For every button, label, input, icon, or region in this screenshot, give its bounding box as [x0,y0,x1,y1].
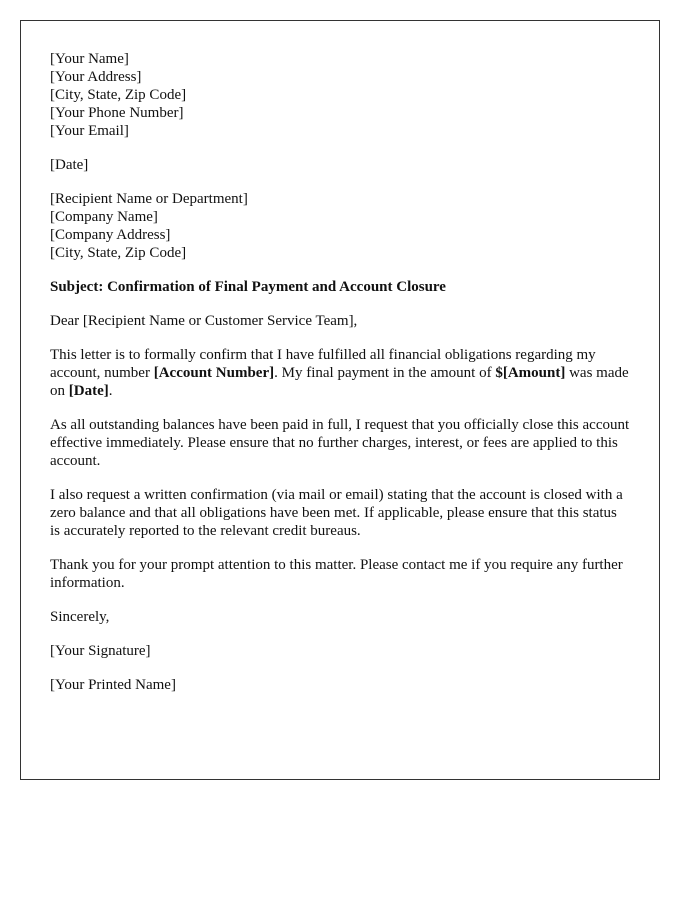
sender-city-state-zip: [City, State, Zip Code] [50,87,187,103]
sender-phone: [Your Phone Number] [50,105,184,121]
recipient-block [50,190,630,262]
recipient-city-state-zip: [City, State, Zip Code] [50,245,187,261]
recipient-company: [Company Name] [50,209,158,225]
recipient-name: [Recipient Name or Department] [50,191,248,207]
sender-name: [Your Name] [50,51,129,67]
printed-name: [Your Printed Name] [50,677,176,693]
sender-block [50,50,630,140]
body-paragraph-1 [50,346,630,400]
signature-placeholder: [Your Signature] [50,643,151,659]
salutation: Dear [Recipient Name or Customer Service Team], [50,313,358,329]
account-number: [Account Number] [153,365,275,381]
letter-page [20,20,660,780]
recipient-address: [Company Address] [50,227,171,243]
subject-text: Subject: Confirmation of Final Payment and Account Closure [50,279,446,295]
p1-text-d: . [108,383,113,399]
payment-date: [Date] [68,383,109,399]
p1-text-c: was made on [50,365,629,399]
letter-date: [Date] [50,157,89,173]
sender-address: [Your Address] [50,69,142,85]
date-block [50,156,630,174]
subject-line [50,278,630,296]
body-paragraph-2: As all outstanding balances have been paid in full, I request that you officially close this account effective immediately. Please ensure that no further charges, interest, or fees are applied to this account. [50,417,630,469]
closing: Sincerely, [50,609,110,625]
sender-email: [Your Email] [50,123,129,139]
p1-text-b: . My final payment in the amount of [274,365,496,381]
body-paragraph-3: I also request a written confirmation (via mail or email) stating that the account is closed with a zero balance and that all obligations have been met. If applicable, please ensure that this status is accurately reported to the relevant credit bureaus. [50,487,623,539]
payment-amount: $[Amount] [495,365,566,381]
p1-text-a: This letter is to formally confirm that I have fulfilled all financial obligations regarding my account, number [50,347,596,381]
body-paragraph-4: Thank you for your prompt attention to this matter. Please contact me if you require any further information. [50,557,623,591]
